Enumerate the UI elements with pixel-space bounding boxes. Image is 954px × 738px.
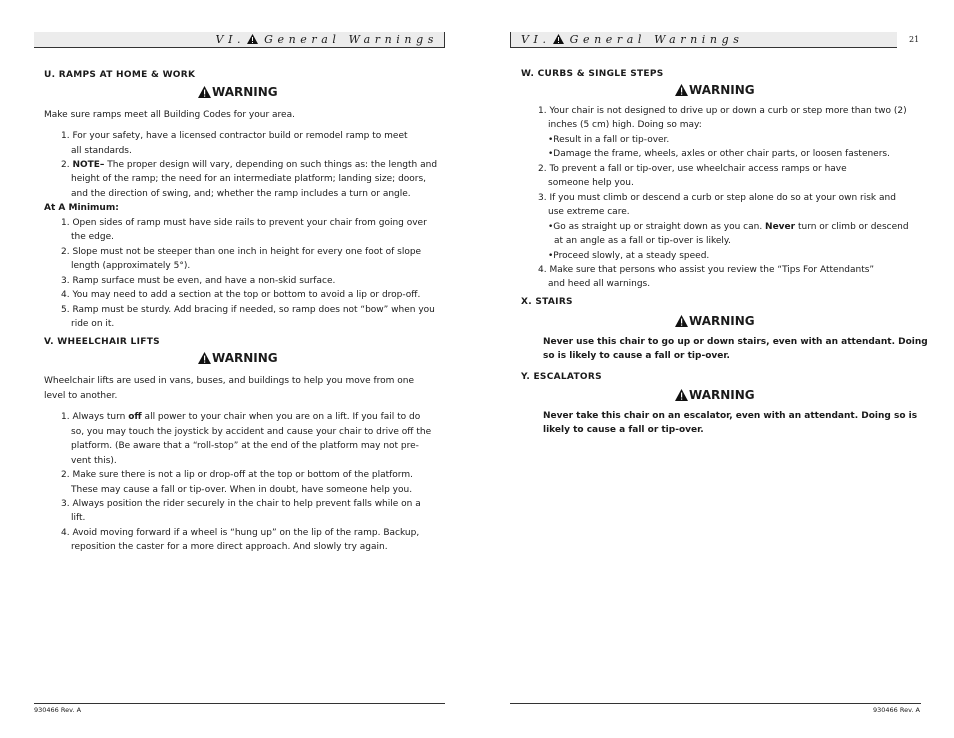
section-v-heading: V. WHEELCHAIR LIFTS bbox=[44, 337, 160, 347]
lifts-intro-cont: level to another. bbox=[44, 391, 118, 401]
warning-triangle-icon bbox=[247, 34, 258, 44]
curb-item-3: 3. If you must climb or descend a curb or step alone do so at your own risk and bbox=[538, 193, 896, 203]
minimum-item-5: 5. Ramp must be sturdy. Add bracing if needed, so ramp does not “bow” when you bbox=[61, 305, 435, 315]
footer-doc-id: 930466 Rev. A bbox=[34, 706, 82, 714]
section-y-heading: Y. ESCALATORS bbox=[521, 372, 602, 382]
stairs-warning-text: Never use this chair to go up or down stairs, even with an attendant. Doing bbox=[543, 337, 928, 347]
warning-triangle-icon bbox=[675, 315, 688, 327]
lift-item-3-cont: lift. bbox=[71, 513, 86, 523]
minimum-item-2-cont: length (approximately 5°). bbox=[71, 261, 191, 271]
ramp-intro: Make sure ramps meet all Building Codes for your area. bbox=[44, 110, 295, 120]
curb-item-1: 1. Your chair is not designed to drive up or down a curb or step more than two (2) bbox=[538, 106, 907, 116]
escalator-warning-text-cont: likely to cause a fall or tip-over. bbox=[543, 425, 704, 435]
curb-item-3-bullet: •Proceed slowly, at a steady speed. bbox=[548, 251, 710, 261]
minimum-item-1-cont: the edge. bbox=[71, 232, 114, 242]
lift-item-2-cont: These may cause a fall or tip-over. When in doubt, have someone help you. bbox=[71, 485, 413, 495]
curb-item-4-cont: and heed all warnings. bbox=[548, 279, 651, 289]
footer-rule bbox=[34, 703, 445, 704]
escalator-warning-text: Never take this chair on an escalator, even with an attendant. Doing so is bbox=[543, 411, 918, 421]
lift-item-4-cont: reposition the caster for a more direct approach. And slowly try again. bbox=[71, 542, 388, 552]
curb-item-1-bullet: •Result in a fall or tip-over. bbox=[548, 135, 670, 145]
header-title: VI. General Warnings bbox=[215, 33, 438, 46]
section-x-heading: X. STAIRS bbox=[521, 297, 573, 307]
ramp-item-2-cont: and the direction of swing, and; whether the ramp includes a turn or angle. bbox=[71, 189, 411, 199]
curb-item-1-bullet: •Damage the frame, wheels, axles or other chair parts, or loosen fasteners. bbox=[548, 149, 890, 159]
curb-item-3-cont: use extreme care. bbox=[548, 207, 630, 217]
curb-item-3-bullet: •Go as straight up or straight down as you can. Never turn or climb or descend bbox=[548, 222, 909, 232]
warning-label: WARNING bbox=[675, 388, 755, 402]
ramp-item-1: 1. For your safety, have a licensed contractor build or remodel ramp to meet bbox=[61, 131, 408, 141]
minimum-item-4: 4. You may need to add a section at the top or bottom to avoid a lip or drop-off. bbox=[61, 290, 421, 300]
warning-label: WARNING bbox=[198, 351, 278, 365]
warning-label: WARNING bbox=[675, 314, 755, 328]
lift-item-1-cont: so, you may touch the joystick by accident and cause your chair to drive off the bbox=[71, 427, 432, 437]
lift-item-3: 3. Always position the rider securely in the chair to help prevent falls while on a bbox=[61, 499, 421, 509]
curb-item-4: 4. Make sure that persons who assist you review the “Tips For Attendants” bbox=[538, 265, 875, 275]
page-number: 21 bbox=[909, 35, 920, 44]
footer-doc-id: 930466 Rev. A bbox=[872, 706, 920, 714]
ramp-item-2: 2. NOTE– The proper design will vary, depending on such things as: the length and bbox=[61, 160, 438, 170]
ramp-item-1-cont: all standards. bbox=[71, 146, 132, 156]
stairs-warning-text-cont: so is likely to cause a fall or tip-over. bbox=[543, 351, 730, 361]
minimum-item-5-cont: ride on it. bbox=[71, 319, 115, 329]
warning-triangle-icon bbox=[198, 352, 211, 364]
minimum-item-1: 1. Open sides of ramp must have side rails to prevent your chair from going over bbox=[61, 218, 427, 228]
curb-item-2: 2. To prevent a fall or tip-over, use wheelchair access ramps or have bbox=[538, 164, 847, 174]
lift-item-1-cont: platform. (Be aware that a “roll-stop” at the end of the platform may not pre- bbox=[71, 441, 419, 451]
warning-triangle-icon bbox=[675, 84, 688, 96]
lift-item-1-cont: vent this). bbox=[71, 456, 117, 466]
warning-triangle-icon bbox=[675, 389, 688, 401]
page-header bbox=[34, 32, 445, 48]
footer-rule bbox=[510, 703, 921, 704]
lifts-intro: Wheelchair lifts are used in vans, buses, and buildings to help you move from one bbox=[44, 376, 415, 386]
lift-item-4: 4. Avoid moving forward if a wheel is “hung up” on the lip of the ramp. Backup, bbox=[61, 528, 420, 538]
warning-triangle-icon bbox=[553, 34, 564, 44]
warning-label: WARNING bbox=[675, 83, 755, 97]
header-title: VI. General Warnings bbox=[521, 33, 744, 46]
section-u-heading: U. RAMPS AT HOME & WORK bbox=[44, 70, 196, 80]
lift-item-2: 2. Make sure there is not a lip or drop-off at the top or bottom of the platform. bbox=[61, 470, 413, 480]
section-w-heading: W. CURBS & SINGLE STEPS bbox=[521, 69, 664, 79]
minimum-item-3: 3. Ramp surface must be even, and have a non-skid surface. bbox=[61, 276, 336, 286]
curb-item-2-cont: someone help you. bbox=[548, 178, 634, 188]
minimum-item-2: 2. Slope must not be steeper than one inch in height for every one foot of slope bbox=[61, 247, 422, 257]
ramp-item-2-cont: height of the ramp; the need for an intermediate platform; landing size; doors, bbox=[71, 174, 427, 184]
lift-item-1: 1. Always turn off all power to your chair when you are on a lift. If you fail to do bbox=[61, 412, 421, 422]
warning-triangle-icon bbox=[198, 86, 211, 98]
curb-item-3-bullet-cont: at an angle as a fall or tip-over is likely. bbox=[554, 236, 731, 246]
at-a-minimum-subhead: At A Minimum: bbox=[44, 203, 119, 213]
warning-label: WARNING bbox=[198, 85, 278, 99]
page-header bbox=[510, 32, 897, 48]
curb-item-1-cont: inches (5 cm) high. Doing so may: bbox=[548, 120, 702, 130]
